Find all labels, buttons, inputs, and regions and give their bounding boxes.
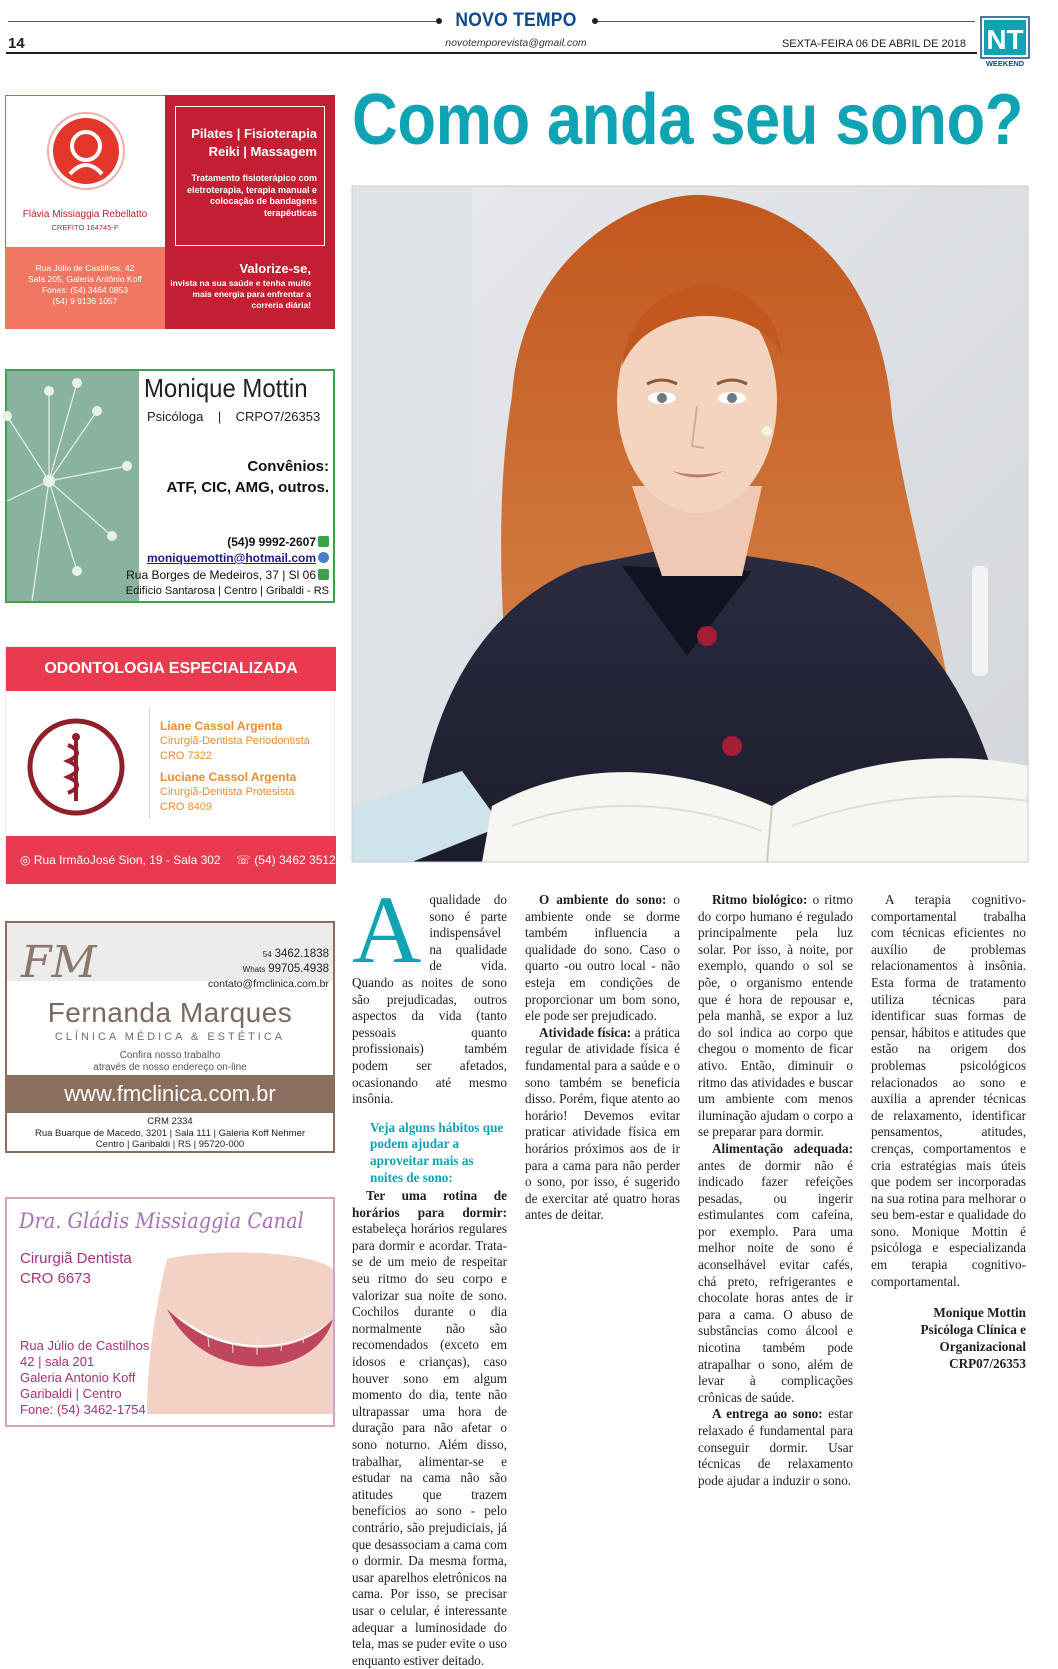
- ad3-doctor-2-cro: CRO 8409: [160, 801, 212, 813]
- article-pullquote: Veja alguns hábitos que podem ajudar a aproveitar mais as noites de sono:: [370, 1119, 504, 1185]
- ad2-dandelion-panel: [7, 371, 139, 601]
- article-subhead-atividade: Atividade física:: [539, 1024, 632, 1040]
- ad5-address: [20, 1338, 149, 1418]
- smile-illustration: [147, 1239, 333, 1414]
- ad4-confira-line1: Confira nosso trabalho: [119, 1050, 221, 1061]
- ad1-services-line2: Reiki | Massagem: [208, 144, 317, 159]
- photo-iris-right: [727, 393, 737, 403]
- ad3-doctor-2-name: Luciane Cassol Argenta: [160, 770, 297, 784]
- ad1-address-panel: [5, 247, 165, 329]
- ad-fernanda-marques[interactable]: [5, 921, 335, 1153]
- article-column-1: [352, 876, 507, 1669]
- ad4-address-line2: Centro | Garibaldi | RS | 95720-000: [95, 1139, 245, 1150]
- ad3-doctor-1-name: Liane Cassol Argenta: [160, 719, 283, 733]
- ad2-contact: [147, 534, 329, 566]
- ad4-crm: CRM 2334: [147, 1116, 193, 1127]
- article-text-entrega: estar relaxado é fundamental para conseguir dormir. Usar técnicas de relaxamento pode ajudar a induzir o sono.: [698, 1406, 853, 1488]
- ad3-doctor-1-role: Cirurgiã-Dentista Periodontista: [160, 735, 310, 747]
- ad2-name: Monique Mottin: [144, 373, 308, 403]
- ad4-phone[interactable]: 3462.1838: [274, 948, 329, 960]
- ad4-confira: [7, 1050, 333, 1074]
- ad2-address-line2: Edifício Santarosa | Centro | Gribaldi - RS: [125, 585, 329, 597]
- ad1-addr-line: Sala 205, Galeria Antônio Koff: [28, 274, 142, 284]
- dandelion-stem: [32, 481, 49, 601]
- ad4-footer: [7, 1116, 333, 1151]
- header-dot-right: [592, 18, 598, 24]
- ad2-convenios-title: Convênios:: [247, 458, 329, 475]
- ad2-phone-line[interactable]: [147, 534, 329, 550]
- ad5-address-line: Garibaldi | Centro: [20, 1386, 122, 1401]
- article-column-4: [871, 892, 1026, 1372]
- ad4-whats[interactable]: 99705.4938: [268, 963, 329, 975]
- ad-odontologia[interactable]: [5, 646, 335, 883]
- ad5-role: Cirurgiã Dentista: [20, 1250, 132, 1267]
- nt-logo-sub: WEEKEND: [985, 59, 1025, 68]
- article-headline: Como anda seu sono?: [352, 80, 1024, 160]
- newspaper-email[interactable]: novotemporevista@gmail.com: [445, 37, 587, 49]
- ad1-logo-circle: [53, 118, 119, 184]
- signature-crp: CRP07/26353: [949, 1356, 1026, 1372]
- ad4-address-line1: Rua Buarque de Macedo, 3201 | Sala 111 | Galeria Koff Nehmer: [34, 1127, 306, 1139]
- ad2-email[interactable]: moniquemottin@hotmail.com: [146, 551, 316, 565]
- ad4-confira-line2: através de nosso endereço on-line: [93, 1062, 247, 1073]
- ad3-address: Rua IrmãoJosé Sion, 19 - Sala 302: [33, 853, 221, 867]
- article-text-ritmo: o ritmo do corpo humano é regulado principalmente pela luz solar. Por isso, à noite, por exemplo, quando o sol se põe, o organismo entende que é hora de repousar e, pela manhã, se expor a luz do sol indica ao corpo que chegou o momento de ficar ativo. Então, diminuir o ritmo das atividades e buscar um ambiente com menos iluminação ajudam o corpo a se preparar para dormir.: [698, 892, 853, 1140]
- article-paragraph-alimentacao: [698, 1141, 853, 1407]
- signature-name: Monique Mottin: [933, 1305, 1026, 1321]
- ad3-doctor-1: [160, 719, 310, 764]
- article-text-alimentacao: antes de dormir não é indicado fazer refeições pesadas, ou ingerir estimulantes com cafeína, por exemplo. Para uma melhor noite de sono é aconselhável evitar cafés, chá preto, refrigerantes e chocolate horas antes de ir para a cama. O abuso de substâncias como álcool e nicotina também pode atrapalhar o sono, além de levar à complicações crônicas de saúde.: [698, 1157, 853, 1405]
- ad1-crefito: CREFITO 164745-F: [51, 223, 119, 232]
- ad5-address-line: 42 | sala 201: [20, 1354, 95, 1369]
- ad1-slogan-title: Valorize-se,: [239, 261, 311, 276]
- article-subhead-rotina: Ter uma rotina de horários para dormir:: [352, 1188, 507, 1220]
- page-number: 14: [8, 35, 25, 52]
- ad-gladis-missiaggia[interactable]: [5, 1197, 335, 1427]
- ad1-slogan-text: invista na sua saúde e tenha muito mais energia para enfrentar a correria diária!: [170, 278, 311, 310]
- ad4-phone-line[interactable]: [208, 947, 329, 962]
- ad2-address-line1: [126, 567, 329, 583]
- article-photo: [352, 186, 1028, 862]
- ad3-doctor-2: [160, 770, 296, 815]
- photo-side-object: [972, 566, 988, 676]
- ad5-address-line: Rua Júlio de Castilhos: [20, 1338, 150, 1353]
- ad1-logo: [6, 96, 166, 206]
- ad2-email-line[interactable]: [147, 550, 329, 566]
- ad2-convenios-list: ATF, CIC, AMG, outros.: [166, 479, 329, 496]
- ad2-phone[interactable]: (54)9 9992-2607: [227, 535, 316, 549]
- ad5-cro: CRO 6673: [20, 1270, 91, 1287]
- dandelion-icon: [7, 371, 139, 601]
- header-bottom-rule: [6, 52, 977, 54]
- ad5-role-block: [20, 1249, 132, 1289]
- ad1-addr-line: Rua Júlio de Castilhos, 42: [35, 263, 135, 273]
- ad1-services-line1: Pilates | Fisioterapia: [191, 126, 317, 141]
- ad3-phone[interactable]: (54) 3462 3512: [254, 853, 336, 867]
- article-dropcap: A: [352, 876, 422, 983]
- ad5-title: Dra. Gládis Missiaggia Canal: [19, 1209, 304, 1233]
- header-dot-left: [436, 18, 442, 24]
- ad4-monogram: FM: [21, 937, 97, 988]
- whatsapp-icon: [318, 536, 329, 547]
- ad1-practitioner-name: Flávia Missiaggia Rebellatto: [22, 209, 148, 220]
- ad4-website[interactable]: www.fmclinica.com.br: [7, 1075, 333, 1113]
- email-icon: [318, 552, 329, 563]
- ad3-doctor-2-role: Cirurgiã-Dentista Protesista: [160, 786, 295, 798]
- nt-weekend-logo: [980, 14, 1030, 68]
- photo-earring: [762, 426, 772, 436]
- signature-role-line1: Psicóloga Clínica e: [920, 1322, 1026, 1338]
- ad-monique-mottin[interactable]: [5, 369, 335, 603]
- ad1-phone: Fones: (54) 3464 0853: [41, 285, 128, 295]
- nt-logo-text: NT: [986, 24, 1024, 55]
- newspaper-brand: NOVO TEMPO: [455, 10, 577, 31]
- article-subhead-alimentacao: Alimentação adequada:: [712, 1140, 853, 1156]
- ad4-clinic-subtitle: CLÍNICA MÉDICA & ESTÉTICA: [54, 1031, 286, 1043]
- ad4-whats-label: Whats: [242, 965, 266, 974]
- ad1-services-panel: [165, 95, 335, 329]
- ad1-mobile: (54) 9 9136 1057: [52, 296, 118, 306]
- ad1-services-box: [175, 106, 325, 246]
- ad5-phone[interactable]: Fone: (54) 3462-1754: [20, 1402, 146, 1417]
- ad4-clinic-name: Fernanda Marques: [47, 997, 293, 1028]
- ad3-logo-top: [72, 733, 80, 741]
- header-rule-right: [598, 21, 975, 22]
- photo-iris-left: [657, 393, 667, 403]
- article-text-atividade: a prática regular de atividade física é fundamental para a saúde e o sono também se beneficia disso. Porém, fique atento ao horário! Devemos evitar praticar atividade física em horários próximos aos de ir para a cama para não perder o sono, por isso, é sugerido de exercitar até quatro horas antes de deitar.: [525, 1024, 680, 1223]
- chat-phone-icon: ☏: [235, 853, 251, 867]
- map-pin-icon: [318, 569, 329, 580]
- article-intro-text: qualidade do sono é parte indispensável na qualidade de vida. Quando as noites de sono são prejudicadas, outros aspectos da vida (tanto pessoais quanto profissionais) também podem ser afetados, ocasionando até mesmo insônia.: [352, 892, 507, 1107]
- article-column-2: [525, 892, 680, 1224]
- article-paragraph-ritmo: [698, 892, 853, 1141]
- article-subhead-entrega: A entrega ao sono:: [712, 1406, 823, 1422]
- caduceus-icon: [26, 717, 126, 817]
- article-paragraph-terapia: A terapia cognitivo-comportamental trabalha com técnicas eficientes no auxílio de problemas relacionamentos à insônia. Esta forma de tratamento utiliza técnicas para identificar suas formas de pensar, hábitos e atitudes que estão na origem dos problemas psicológicos relacionados ao sono e auxilia a aprender técnicas de relaxamento, identificar pensamentos, atitudes, crenças, comportamentos e cria estratégias mais úteis que podem ser incorporadas na sua rotina para melhorar o seu bem-estar e qualidade do sono. Monique Mottin é psicóloga e especializanda em terapia cognitivo-comportamental.: [871, 892, 1026, 1289]
- ad2-address-text: Rua Borges de Medeiros, 37 | Sl 06: [126, 568, 316, 582]
- ad1-slogan: [161, 261, 311, 311]
- article-text-ambiente: o ambiente onde se dorme também influencia a qualidade do sono. Caso o quarto -ou outro local - não esteja em condições de proporcionar um bom sono, ele pode ser prejudicado.: [525, 892, 680, 1024]
- photo-button-bottom: [722, 736, 742, 756]
- ad3-title: ODONTOLOGIA ESPECIALIZADA: [6, 647, 336, 691]
- article-signature: [871, 1304, 1026, 1372]
- article-paragraph-entrega: [698, 1406, 853, 1489]
- ad4-phone-prefix: 54: [262, 950, 272, 959]
- ad4-email[interactable]: contato@fmclinica.com.br: [208, 978, 329, 990]
- smile-skin: [147, 1252, 333, 1414]
- ad4-whats-line[interactable]: [208, 962, 329, 977]
- signature-role-line2: Organizacional: [939, 1339, 1026, 1355]
- article-intro: [352, 876, 507, 1108]
- ad4-contact: [208, 947, 329, 991]
- article-paragraph-rotina: [352, 1188, 507, 1669]
- article-subhead-ritmo: Ritmo biológico:: [712, 892, 808, 907]
- article-paragraph-atividade: [525, 1025, 680, 1224]
- ad3-doctor-1-cro: CRO 7322: [160, 750, 212, 762]
- article-column-3: [698, 892, 853, 1489]
- ad3-footer: [6, 836, 336, 884]
- header-rule-left: [8, 21, 438, 22]
- article-paragraph-ambiente: [525, 892, 680, 1025]
- article-text-rotina: estabeleça horários regulares para dormir e acordar. Trata-se de um meio de respeitar seu ritmo do seu corpo e valorizar sua noite de sono. Cochilos durante o dia normalmente não são recomendados (exceto em idosos e crianças), caso houver sono em algum momento do dia, tente não ultrapassar uma hora de duração para não afetar o sono noturno. Além disso, trabalhar, alimentar-se e estudar na cama não são atitudes que trazem benefícios ao sono - pelo contrário, são prejudiciais, já que desassociam a cama com o dormir. Da mesma forma, usar aparelhos eletrônicos na cama. Por isso, se precisar usar o celular, é interessante adequar a luminosidade do tela, mas se puder evite o uso enquanto estiver deitado.: [352, 1221, 507, 1668]
- ad3-divider: [149, 707, 150, 819]
- ad2-address: [126, 567, 329, 599]
- ad2-role: Psicóloga | CRPO7/26353: [147, 409, 321, 424]
- photo-button-top: [697, 626, 717, 646]
- ad5-address-line: Galeria Antonio Koff: [20, 1370, 136, 1385]
- ad-flavia-fisioterapia[interactable]: [5, 95, 335, 329]
- location-pin-icon: ◎: [20, 853, 31, 867]
- ad2-convenios: [167, 456, 330, 498]
- article-subhead-ambiente: O ambiente do sono:: [539, 892, 667, 907]
- ad1-description: Tratamento fisioterápico com eletroterapia, terapia manual e colocação de bandagens terapêuticas: [186, 173, 317, 218]
- issue-date: SEXTA-FEIRA 06 DE ABRIL DE 2018: [781, 38, 966, 50]
